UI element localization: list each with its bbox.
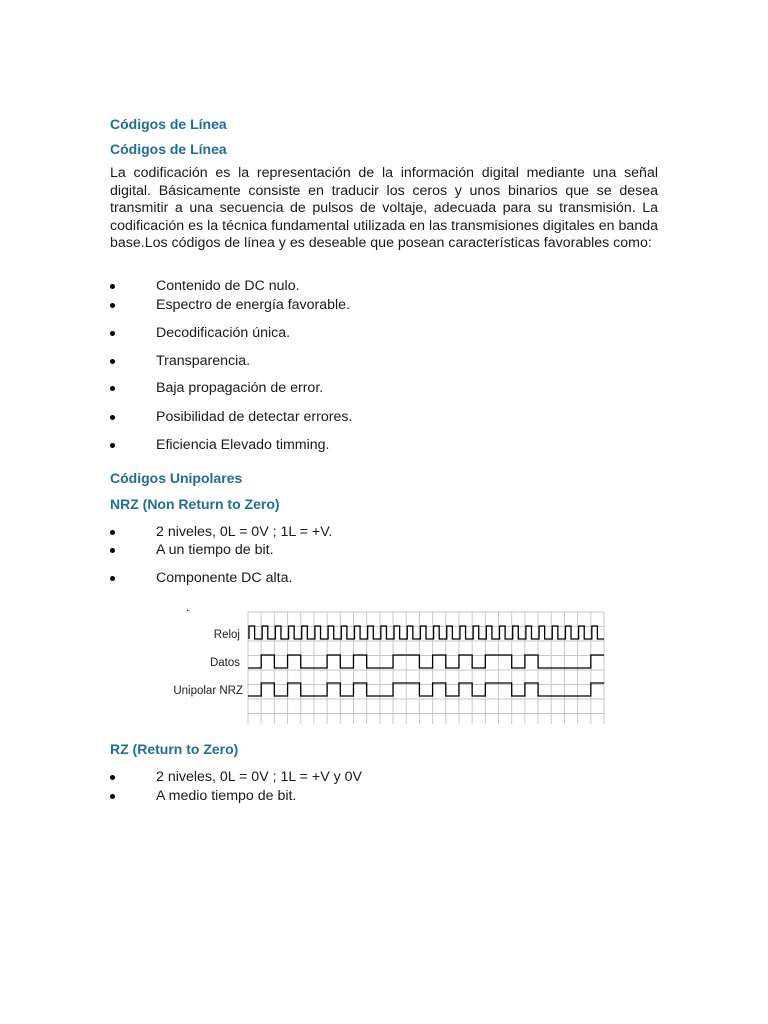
data-signal	[248, 655, 604, 668]
bullet-icon	[110, 284, 115, 289]
document-page: Códigos de Línea Códigos de Línea La codificación es la representación de la información digital mediante una señal digital. Básicamente consiste en traducir los ceros y unos binarios que se desea transmitir a una secuencia de pulsos de voltaje, adecuada para su transmisión. La codificación es la técnica fundamental utilizada en las transmisiones digitales en banda base.Los códigos de línea y es deseable que posean características favorables como: Contenido de DC nulo. Espectro de energía favorable. Decodificación única. Transparencia. Baja propagación de error. Posibilidad de detectar errores. Eficiencia Elevado timming. Códigos Unipolares NRZ (Non Return to Zero) 2 niveles, 0L = 0V ; 1L = +V. A un tiempo de bit. Componente DC alta. . Reloj Datos Unipolar NRZ RZ (Return to Zero) 2 niveles, 0L = 0V ; 1L = +V y 0V A medio tiempo de bit.	[110, 116, 658, 804]
section-title-unipolares: Códigos Unipolares	[110, 470, 243, 486]
bullet-icon	[110, 794, 115, 799]
clock-signal	[249, 626, 604, 639]
timing-diagram-svg	[160, 610, 608, 726]
bullet-icon	[110, 303, 115, 308]
bullet-icon	[110, 775, 115, 780]
label-unipolar-nrz: Unipolar NRZ	[173, 685, 243, 697]
bullet-icon	[110, 415, 115, 420]
stray-mark: .	[186, 600, 190, 614]
section-title-codigos-de-linea: Códigos de Línea	[110, 141, 227, 157]
bullet-icon	[110, 530, 115, 535]
signal-layer	[248, 626, 604, 696]
bullet-icon	[110, 576, 115, 581]
bullet-icon	[110, 386, 115, 391]
bullet-icon	[110, 548, 115, 553]
section-title-rz: RZ (Return to Zero)	[110, 741, 239, 757]
intro-paragraph: La codificación es la representación de la información digital mediante una señal digital. Básicamente consiste en traducir los ceros y unos binarios que se desea transmitir a una secuencia de pulsos de voltaje, adecuada para su transmisión. La codificación es la técnica fundamental utilizada en las transmisiones digitales en banda base.Los códigos de línea y es deseable que posean características favorables como:	[110, 165, 658, 252]
bullet-icon	[110, 359, 115, 364]
bullet-icon	[110, 331, 115, 336]
nrz-timing-diagram	[160, 610, 608, 726]
label-datos: Datos	[209, 657, 240, 669]
label-reloj: Reloj	[213, 629, 240, 641]
page-title: Códigos de Línea	[110, 116, 227, 132]
bullet-icon	[110, 443, 115, 448]
section-title-nrz: NRZ (Non Return to Zero)	[110, 496, 280, 512]
